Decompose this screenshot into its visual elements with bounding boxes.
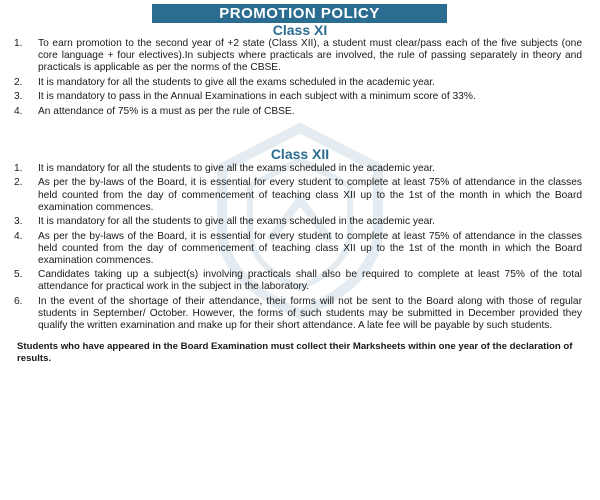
item-text: It is mandatory for all the students to give all the exams scheduled in the academic year. — [38, 163, 435, 174]
list-item — [14, 38, 582, 74]
item-number: 2. — [14, 76, 23, 88]
page-title: PROMOTION POLICY — [152, 4, 447, 23]
class-xi-heading: Class XI — [272, 22, 328, 38]
item-text: In the event of the shortage of their attendance, their forms will not be sent to the Board along with those of regular students in September/ October. However, the forms of such students may be submitted in December provided they qualify the written examination and make up for their short attendance. A late fee will be payable by such students. — [38, 295, 582, 332]
item-number: 4. — [14, 105, 23, 117]
item-number: 6. — [14, 295, 23, 307]
item-text: To earn promotion to the second year of +2 state (Class XII), a student must clear/pass each of the five subjects (one core language + four electives).In subjects where practicals are involved, the rule of passing separately in theory and practicals is applicable as per the norms of the CBSE. — [38, 38, 582, 74]
item-text: An attendance of 75% is a must as per the rule of CBSE. — [38, 105, 295, 117]
item-text: It is mandatory for all the students to give all the exams scheduled in the academic year. — [38, 216, 435, 228]
class-xii-heading: Class XII — [270, 146, 330, 162]
list-item — [14, 77, 582, 89]
list-item — [14, 231, 582, 267]
item-number: 2. — [14, 177, 23, 189]
item-text: It is mandatory for all the students to give all the exams scheduled in the academic year. — [38, 76, 435, 88]
list-item — [14, 296, 582, 332]
list-item — [14, 269, 582, 293]
item-number: 1. — [14, 38, 23, 49]
item-number: 3. — [14, 91, 23, 103]
class-xi-policy-list — [14, 38, 582, 120]
item-number: 4. — [14, 230, 23, 242]
item-text: As per the by-laws of the Board, it is essential for every student to complete at least 75% of attendance in the classes held counted from the day of commencement of teaching class XII up to the 1st of the month in which the Board examination commences. — [38, 230, 582, 266]
list-item — [14, 106, 582, 118]
item-text: It is mandatory to pass in the Annual Examinations in each subject with a minimum score of 33%. — [38, 91, 476, 103]
item-number: 5. — [14, 269, 23, 281]
item-text: Candidates taking up a subject(s) involving practicals shall also be required to complete at least 75% of the total attendance for practical work in the subject in the laboratory. — [38, 269, 582, 293]
item-text: As per the by-laws of the Board, it is essential for every student to complete at least 75% of attendance in the classes held counted from the day of commencement of teaching class XII up to the 1st of the month in which the Board examination commences. — [38, 177, 582, 213]
list-item — [14, 163, 582, 175]
list-item — [14, 177, 582, 213]
item-number: 3. — [14, 216, 23, 228]
item-number: 1. — [14, 163, 23, 174]
marksheet-collection-note: Students who have appeared in the Board Examination must collect their Marksheets within one year of the declaration of results. — [17, 341, 573, 364]
list-item — [14, 91, 582, 103]
list-item — [14, 216, 582, 228]
class-xii-policy-list — [14, 163, 582, 335]
